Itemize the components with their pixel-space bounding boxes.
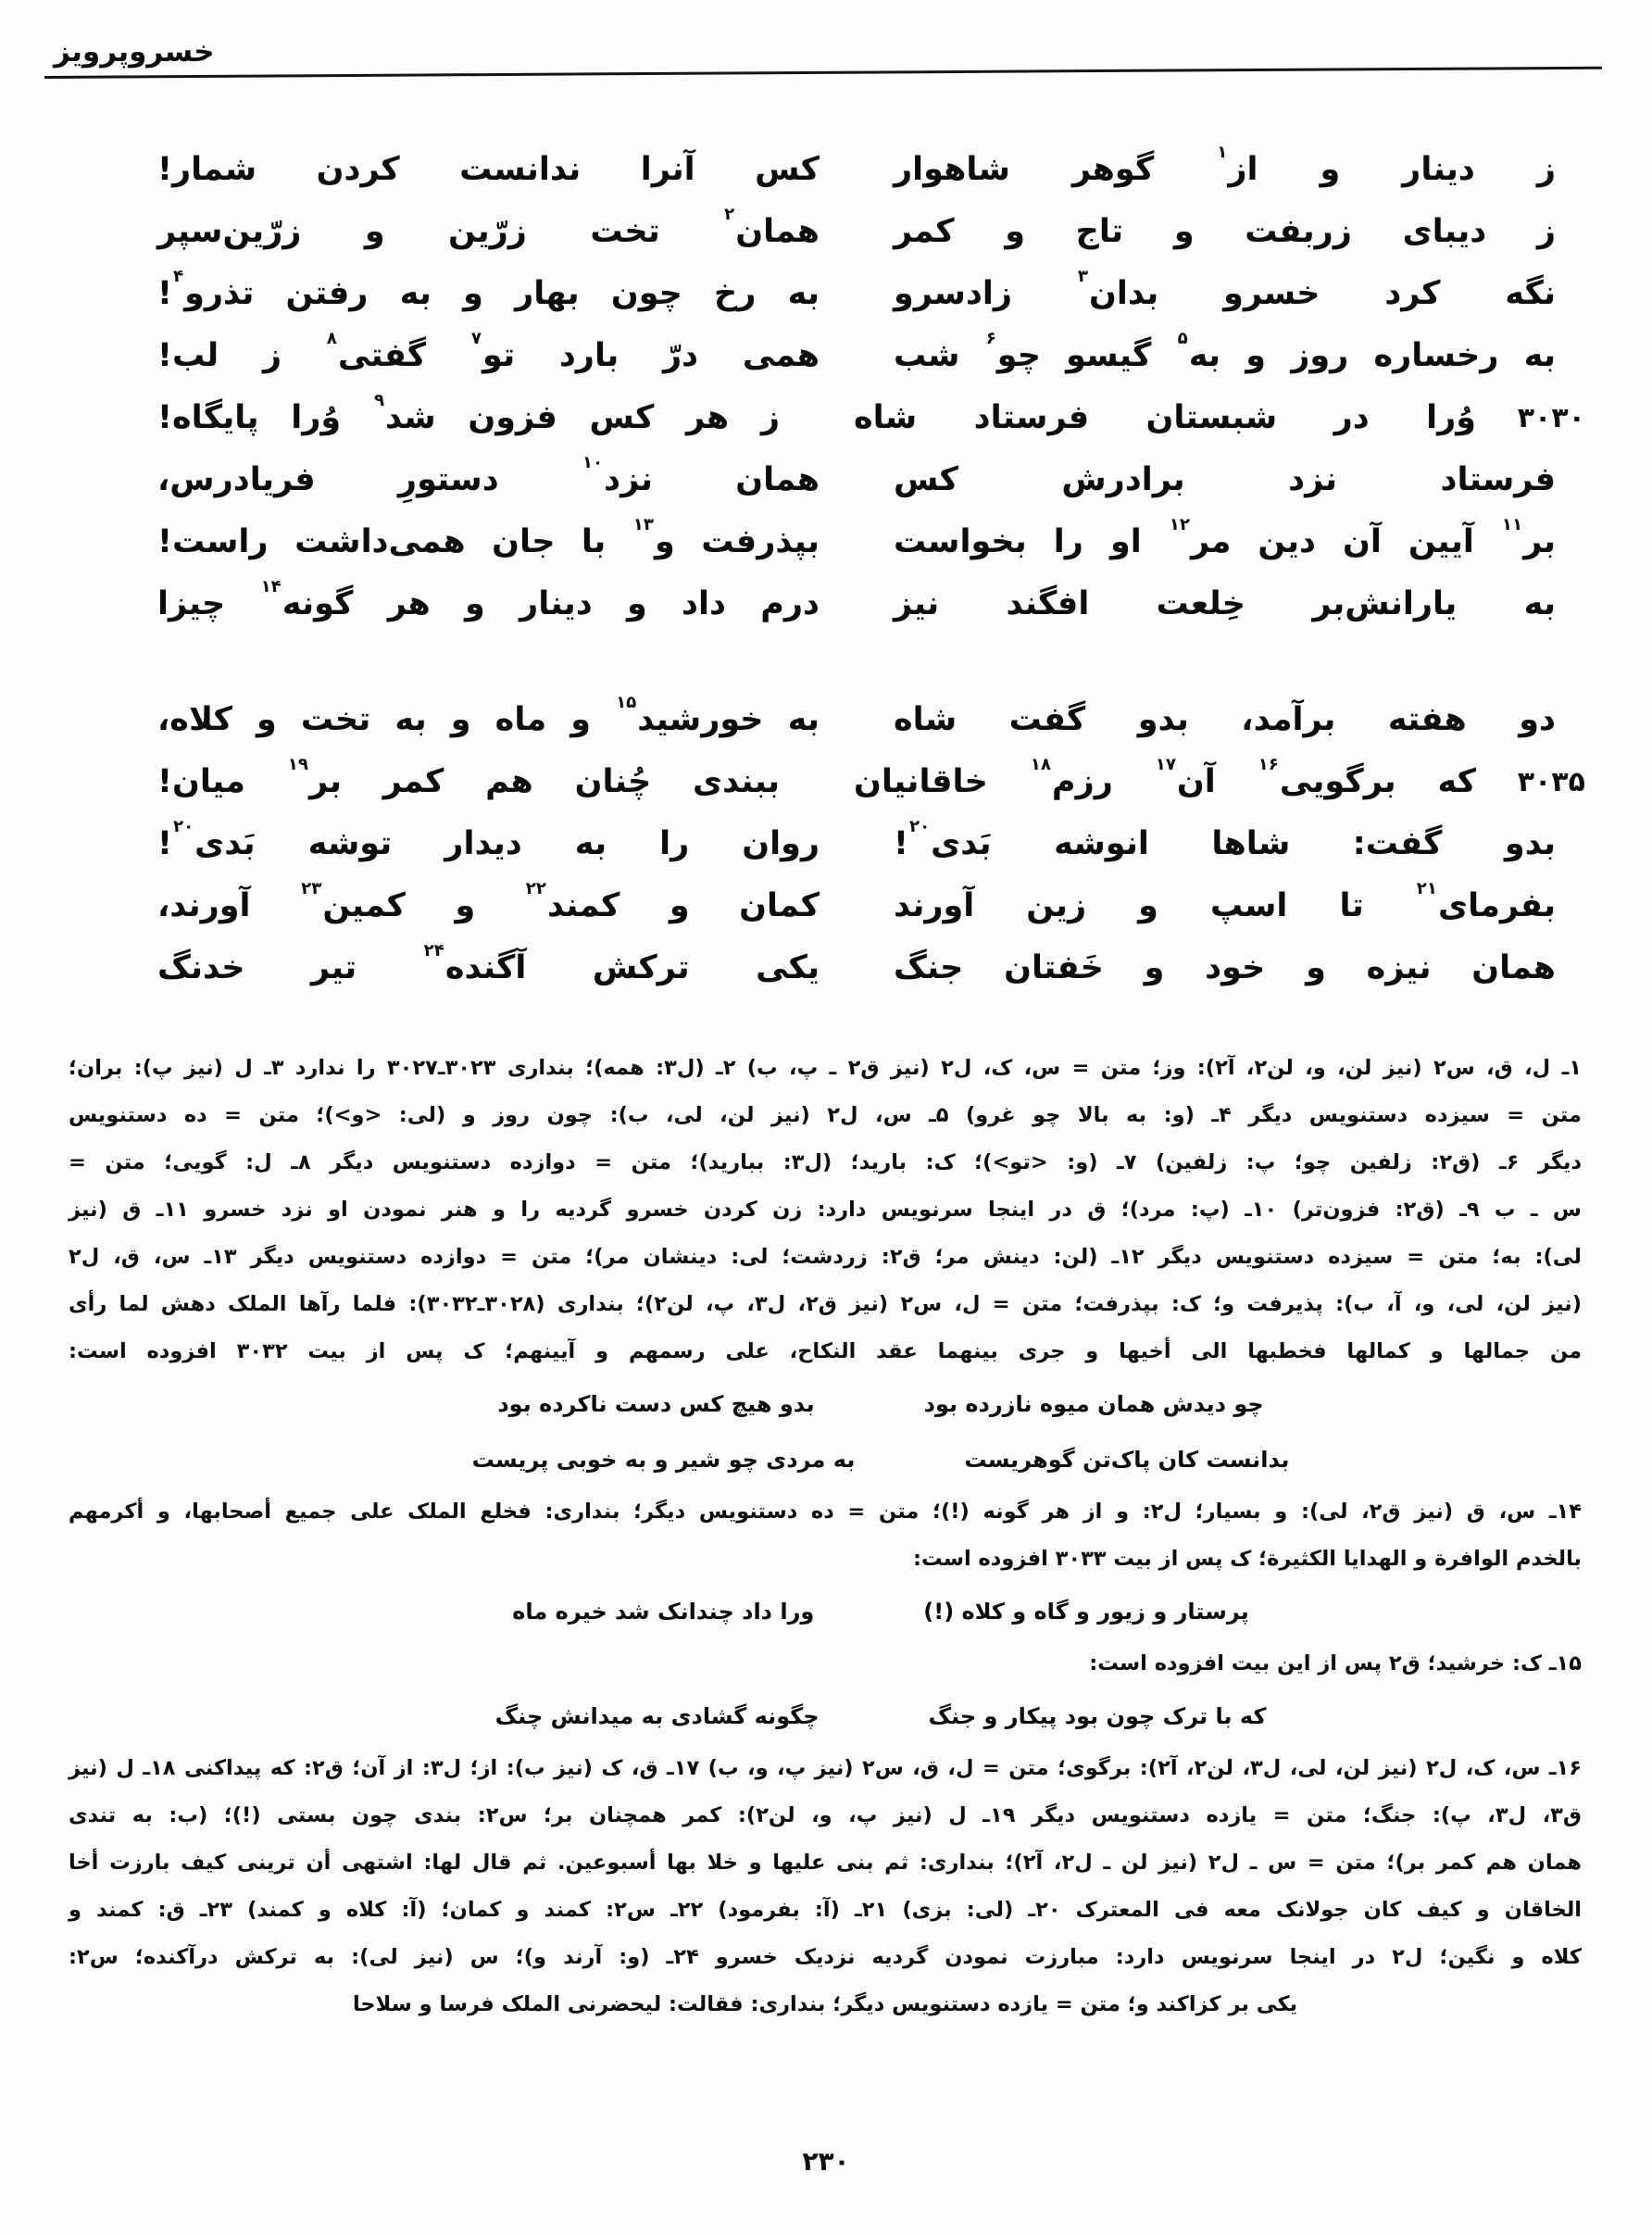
couplet-7: [96, 511, 1556, 573]
quoted-hemistich-left: بدو هیچ کس دست ناکرده بود: [497, 1391, 815, 1417]
couplet-5: [96, 387, 1585, 449]
apparatus-line-8: ۱۴ـ س، ق (نیز ق۲، لی): و بسیار؛ ل۲: و از هر گونه (!)؛ متن = ده دستنویس دیگر؛ بنداری: فخلع الملک علی جمیع أصحابها، و أکرمهم: [69, 1500, 1583, 1524]
chapter-title: خسروپرویز: [54, 35, 215, 69]
hemistich-right: بدو گفت: شاها انوشه بَدی$^{۲۰}$!: [894, 817, 1556, 862]
hemistich-left: همی درّ بارد تو$^۷$ گفتی$^۸$ ز لب!: [157, 329, 820, 374]
apparatus-line-2: متن = سیزده دستنویس دیگر ۴ـ (و: به بالا چو غرو) ۵ـ س، ل۲ (نیز لن، لی، ب): چون روز و (لی: <و>)؛ متن = ده دستنویس: [69, 1103, 1582, 1127]
apparatus-line-14: الخاقان و کیف کان جولانک معه فی المعترک ۲۰ـ (لی: بزی) ۲۱ـ (آ: بفرمود) ۲۲ـ س۲: کمند و کمان؛ (آ: کلاه و کمند) ۲۳ـ ق: کمند و: [69, 1898, 1582, 1922]
apparatus-line-9: بالخدم الوافرة و الهدایا الکثیرة؛ ک پس از بیت ۳۰۳۳ افزوده است:: [913, 1547, 1582, 1571]
apparatus-line-3: دیگر ۶ـ (ق۲: زلفین چو؛ پ: زلفین) ۷ـ (و: <تو>)؛ ک: بارید؛ (ل۳: ببارید)؛ متن = دوازده دستنویس دیگر ۸ـ ل: گویی؛ متن =: [69, 1150, 1582, 1174]
hemistich-right: به رخساره روز و به$^۵$ گیسو چو$^۶$ شب: [894, 329, 1556, 374]
hemistich-right: نگه کرد خسرو بدان$^۳$ زادسرو: [894, 267, 1556, 312]
poem-body: [96, 139, 1585, 999]
verse-number-3035: ۳۰۳۵: [1517, 766, 1585, 798]
couplet-10: [96, 751, 1585, 813]
apparatus-line-16: یکی بر کزاکند و؛ متن = یازده دستنویس دیگر؛ بنداری: فقالت: لیحضرنی الملک فرسا و سلاحا: [352, 1992, 1298, 2016]
quoted-hemistich-right: که با ترک چون بود پیکار و جنگ: [928, 1703, 1267, 1729]
couplet-3: [96, 263, 1556, 325]
hemistich-left: همان نزد$^{۱۰}$ دستورِ فریادرس،: [157, 453, 820, 498]
stanza-2: [96, 689, 1585, 999]
quoted-hemistich-left: چگونه گشادی به میدانش چنگ: [494, 1703, 820, 1729]
verse-number-3030: ۳۰۳۰: [1517, 402, 1585, 434]
apparatus-line-4: س ـ ب ۹ـ (ق۲: فزون‌تر) ۱۰ـ (پ: مرد)؛ ق در اینجا سرنویس دارد: زن کردن خسرو گردیه را و هنر نمودن او نزد خسرو ۱۱ـ ق (نیز: [69, 1198, 1582, 1222]
hemistich-right: بفرمای$^{۲۱}$ تا اسپ و زین آورند: [894, 879, 1556, 924]
couplet-2: [96, 201, 1556, 263]
hemistich-right: ز دینار و از$^۱$ گوهر شاهوار: [894, 143, 1556, 188]
couplet-9: [96, 689, 1556, 751]
quoted-hemistich-right: بدانست کان پاک‌تن گوهریست: [964, 1447, 1290, 1473]
couplet-12: [96, 875, 1556, 937]
apparatus-line-12: ق۳، ل۳، پ): جنگ؛ متن = یازده دستنویس دیگر ۱۹ـ ل (نیز پ، و، لن۲): کمر همچنان بر؛ س۲: بندی چون بستی (!)؛ (ب: به تندی: [69, 1803, 1583, 1827]
hemistich-right: ز دیبای زربفت و تاج و کمر: [894, 213, 1556, 250]
quoted-hemistich-right: پرستار و زیور و گاه و کلاه (!): [923, 1599, 1249, 1625]
hemistich-left: به رخ چون بهار و به رفتن تذرو$^۴$!: [157, 267, 820, 312]
apparatus-quoted-verse-3: [124, 1585, 1637, 1638]
hemistich-left: یکی ترکش آگنده$^{۲۴}$ تیر خدنگ: [157, 941, 820, 986]
apparatus-line-13: همان هم کمر بر)؛ متن = س ـ ل۲ (نیز لن ـ ل۲، آ۲)؛ بنداری: ثم بنی علیها و خلا بها أسبوعین. ثم قال لها: اشتهی أن ترینی کیف بارزت أخا: [69, 1851, 1583, 1875]
stanza-1: [96, 139, 1585, 635]
couplet-8: [96, 573, 1556, 635]
hemistich-left: کس آنرا ندانست کردن شمار!: [157, 151, 820, 188]
apparatus-line-7: من جمالها و کمالها فخطبها الی أخیها و جری بینهما عقد النکاح، علی رسمهم و آیینهم؛ ک پس از بیت ۳۰۳۲ افزوده است:: [69, 1339, 1583, 1363]
hemistich-left: ببندی چُنان هم کمر بر$^{۱۹}$ میان!: [157, 755, 781, 800]
quoted-hemistich-right: چو دیدش همان میوه نازرده بود: [923, 1391, 1264, 1417]
hemistich-left: روان را به دیدار توشه بَدی$^{۲۰}$!: [157, 817, 820, 862]
couplet-4: [96, 325, 1556, 387]
couplet-13: [96, 937, 1556, 999]
hemistich-left: ز هر کس فزون شد$^۹$ وُرا پایگاه!: [157, 391, 780, 436]
hemistich-right: وُرا در شبستان فرستاد شاه: [854, 399, 1476, 436]
hemistich-left: درم داد و دینار و هر گونه$^{۱۴}$ چیزا: [157, 577, 820, 622]
couplet-11: [96, 813, 1556, 875]
hemistich-right: دو هفته برآمد، بدو گفت شاه: [894, 701, 1556, 738]
hemistich-left: همان$^۲$ تخت زرّین و زرّین‌سپر: [157, 205, 820, 250]
apparatus-line-15: کلاه و نگین؛ ل۲ در اینجا سرنویس دارد: مبارزت نمودن گردیه نزدیک خسرو ۲۴ـ (و: آرند و)؛ س (نیز لی): به ترکش درآکنده؛ س۲:: [69, 1945, 1582, 1969]
apparatus-line-5: لی): به؛ متن = سیزده دستنویس دیگر ۱۲ـ (لن: دینش مر؛ ق۲: زردشت؛ لی: دینشان مر)؛ متن = دوازده دستنویس دیگر ۱۳ـ س، ق، ل۲: [69, 1245, 1583, 1269]
apparatus-quoted-verse-2: [124, 1433, 1637, 1487]
couplet-6: [96, 449, 1556, 511]
hemistich-right: فرستاد نزد برادرش کس: [894, 461, 1556, 498]
hemistich-right: به یارانش‌بر خِلعت افگند نیز: [894, 585, 1556, 622]
hemistich-right: که برگویی$^{۱۶}$ آن$^{۱۷}$ رزم$^{۱۸}$ خاقانیان: [854, 755, 1477, 800]
apparatus-line-10: ۱۵ـ ک: خرشید؛ ق۲ پس از این بیت افزوده است:: [1089, 1651, 1582, 1676]
apparatus-quoted-verse-4: [124, 1689, 1637, 1743]
hemistich-right: بر$^{۱۱}$ آیین آن دین مر$^{۱۲}$ او را بخواست: [894, 515, 1557, 560]
couplet-1: [96, 139, 1556, 201]
critical-apparatus: [69, 1045, 1582, 2028]
hemistich-left: بپذرفت و$^{۱۳}$ با جان همی‌داشت راست!: [157, 515, 820, 560]
hemistich-right: همان نیزه و خود و خَفتان جنگ: [894, 949, 1556, 986]
apparatus-line-11: ۱۶ـ س، ک، ل۲ (نیز لن، لی، ل۳، لن۲، آ۲): برگوی؛ متن = ل، ق، س۲ (نیز پ، و، ب) ۱۷ـ ق، ک (نیز ب): از؛ ل۳: از آن؛ ق۲: که پیداکنی ۱۸ـ ل (نیز: [69, 1756, 1583, 1780]
quoted-hemistich-left: به مردی چو شیر و به خوبی پریست: [471, 1447, 856, 1473]
apparatus-quoted-verse-1: [124, 1377, 1637, 1431]
hemistich-left: کمان و کمند$^{۲۲}$ و کمین$^{۲۳}$ آورند،: [157, 879, 820, 924]
apparatus-line-6: (نیز لن، لی، و، آ، ب): پذیرفت و؛ ک: بپذرفت؛ متن = ل، س۲ (نیز ق۲، ل۳، پ، لن۲)؛ بنداری (۳۰۲۸ـ۳۰۳۲): فلما رآها الملک دهش لما رأی: [69, 1292, 1583, 1316]
page-header: [44, 35, 1602, 79]
hemistich-left: به خورشید$^{۱۵}$ و ماه و به تخت و کلاه،: [157, 693, 820, 738]
quoted-hemistich-left: ورا داد چندانک شد خیره ماه: [512, 1599, 815, 1625]
apparatus-line-1: ۱ـ ل، ق، س۲ (نیز لن، و، لن۲، آ۲): وز؛ متن = س، ک، ل۲ (نیز ق۲ ـ پ، ب) ۲ـ (ل۳: همه)؛ بنداری ۳۰۲۳ـ۳۰۲۷ را ندارد ۳ـ ل (نیز پ): بران؛: [69, 1056, 1582, 1080]
page-number: ۲۳۰: [802, 2146, 850, 2177]
